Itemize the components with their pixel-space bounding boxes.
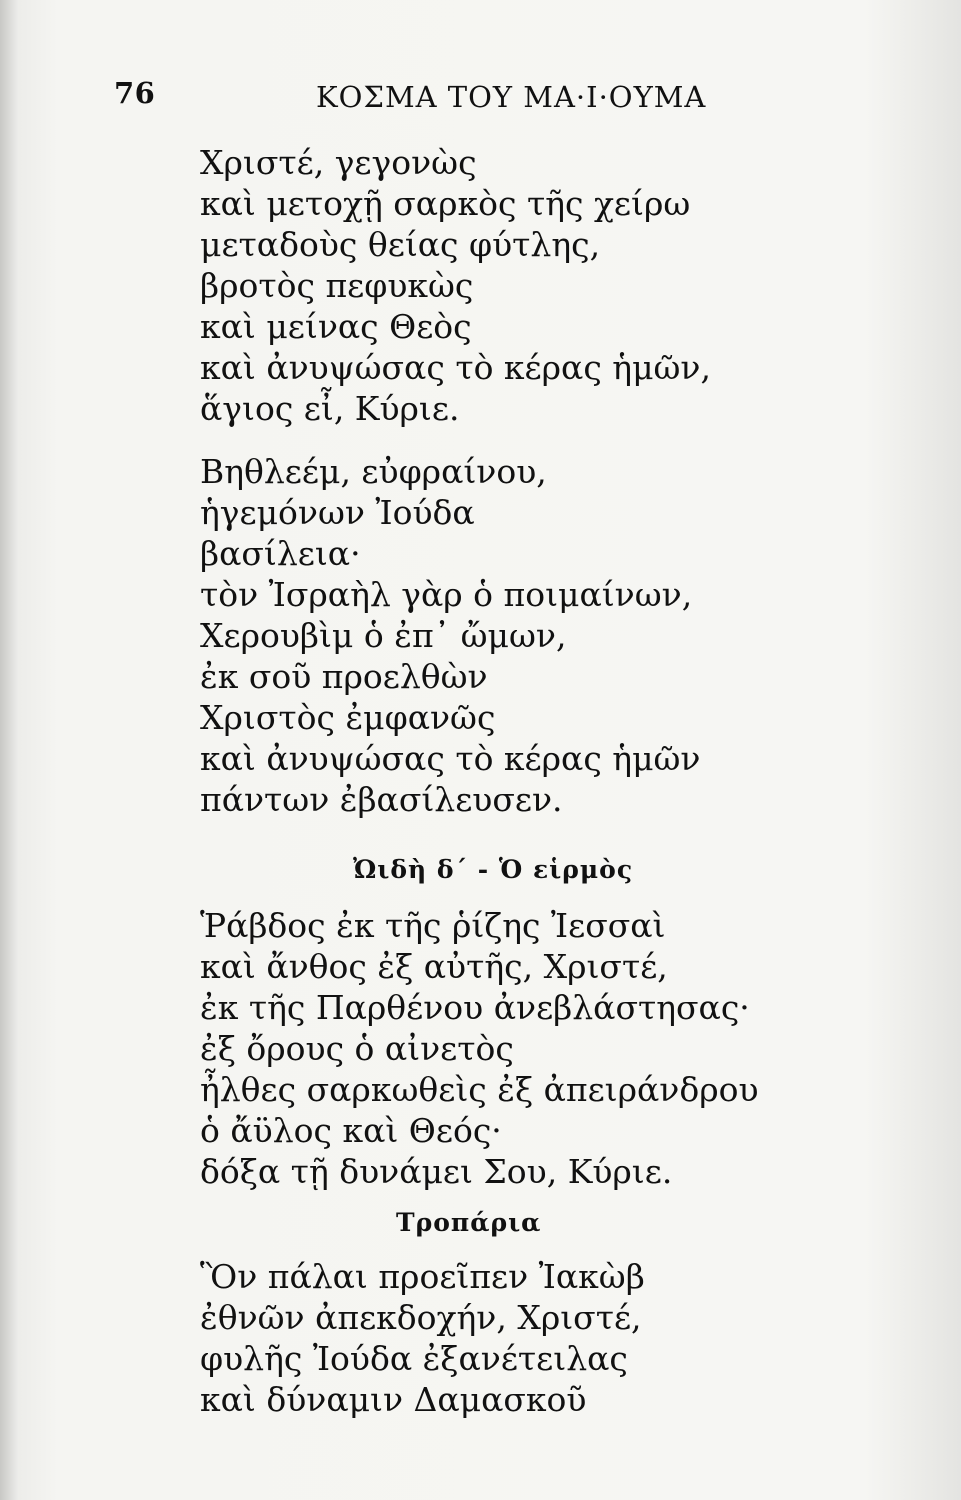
stanza-2 <box>200 451 701 820</box>
verse-line: ἐξ ὄρους ὁ αἰνετὸς <box>200 1029 514 1068</box>
stanza-1 <box>200 142 711 429</box>
verse-line: καὶ ἄνθος ἐξ αὐτῆς, Χριστέ, <box>200 947 668 986</box>
verse-line: καὶ ἀνυψώσας τὸ κέρας ἡμῶν, <box>200 348 711 387</box>
verse-line: ἡγεμόνων Ἰούδα <box>200 493 475 532</box>
verse-line: φυλῆς Ἰούδα ἐξανέτειλας <box>200 1339 628 1378</box>
verse-line: Χριστὸς ἐμφανῶς <box>200 698 496 737</box>
verse-line: ὁ ἄϋλος καὶ Θεός· <box>200 1111 502 1150</box>
verse-line: βροτὸς πεφυκὼς <box>200 266 474 305</box>
verse-line: καὶ μείνας Θεὸς <box>200 307 472 346</box>
verse-line: Βηθλεέμ, εὐφραίνου, <box>200 452 547 491</box>
ode-heading: Ὠιδὴ δ´ - Ὁ εἱρμὸς <box>353 855 634 884</box>
verse-line: ἐκ τῆς Παρθένου ἀνεβλάστησας· <box>200 988 750 1027</box>
binding-edge <box>0 0 18 1500</box>
verse-line: Χερουβὶμ ὁ ἐπ᾿ ὤμων, <box>200 616 567 655</box>
verse-line: Ὃν πάλαι προεῖπεν Ἰακὼβ <box>200 1257 645 1296</box>
verse-line: ἅγιος εἶ, Κύριε. <box>200 389 460 428</box>
verse-line: καὶ ἀνυψώσας τὸ κέρας ἡμῶν <box>200 739 701 778</box>
verse-line: ἦλθες σαρκωθεὶς ἐξ ἀπειράνδρου <box>200 1070 759 1109</box>
troparia-heading: Τροπάρια <box>396 1208 542 1237</box>
stanza-4 <box>200 1256 645 1420</box>
verse-line: βασίλεια· <box>200 534 361 573</box>
verse-line: δόξα τῇ δυνάμει Σου, Κύριε. <box>200 1152 673 1191</box>
verse-line: πάντων ἐβασίλευσεν. <box>200 780 563 819</box>
running-title: ΚΟΣΜΑ ΤΟΥ ΜΑ·Ι·ΟΥΜΑ <box>316 80 707 114</box>
verse-line: Ῥάβδος ἐκ τῆς ῥίζης Ἰεσσαὶ <box>200 906 666 945</box>
verse-line: τὸν Ἰσραὴλ γὰρ ὁ ποιμαίνων, <box>200 575 693 614</box>
verse-line: ἐκ σοῦ προελθὼν <box>200 657 488 696</box>
verse-line: καὶ δύναμιν Δαμασκοῦ <box>200 1380 587 1419</box>
stanza-3 <box>200 905 759 1192</box>
verse-line: Χριστέ, γεγονὼς <box>200 143 477 182</box>
verse-line: ἐθνῶν ἀπεκδοχήν, Χριστέ, <box>200 1298 642 1337</box>
page-number: 76 <box>114 76 156 110</box>
verse-line: μεταδοὺς θείας φύτλης, <box>200 225 601 264</box>
verse-line: καὶ μετοχῇ σαρκὸς τῆς χείρω <box>200 184 691 223</box>
